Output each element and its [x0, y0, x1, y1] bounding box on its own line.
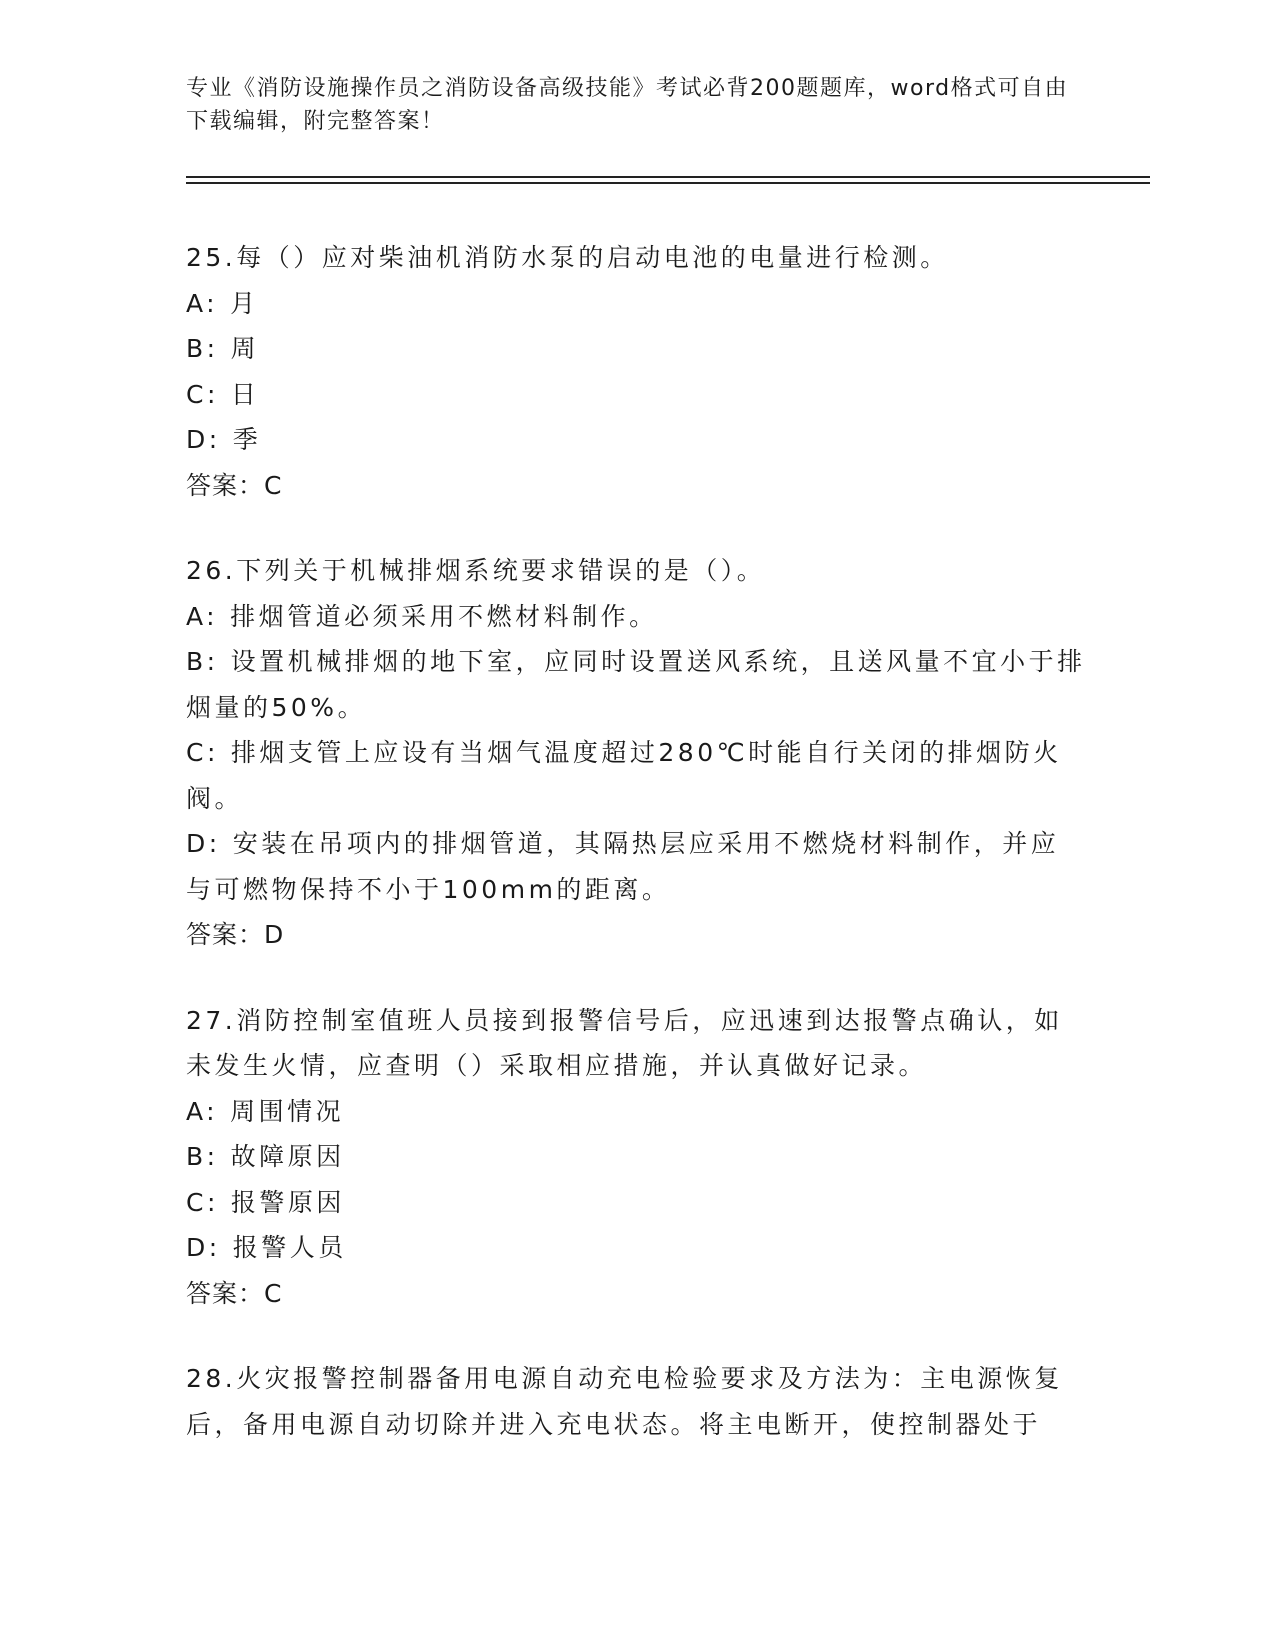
question-stem: 27.消防控制室值班人员接到报警信号后，应迅速到达报警点确认，如未发生火情，应查明（）采取相应措施，并认真做好记录。: [186, 1005, 1063, 1080]
option-key: D:: [186, 829, 221, 858]
question-list: [186, 235, 1086, 1487]
option-text: 季: [232, 425, 262, 454]
option-key: B:: [186, 1142, 219, 1171]
option-c: [186, 730, 1086, 821]
option-b: [186, 639, 1086, 730]
option-key: A:: [186, 288, 219, 318]
answer-line: 答案：D: [186, 920, 285, 949]
option-text: 安装在吊项内的排烟管道，其隔热层应采用不燃烧材料制作，并应与可燃物保持不小于100mm的距离。: [186, 829, 1060, 904]
option-b: [186, 1134, 1086, 1180]
question-stem: 25.每（）应对柴油机消防水泵的启动电池的电量进行检测。: [186, 243, 949, 272]
option-d: [186, 417, 1086, 463]
option-b: [186, 326, 1086, 372]
option-text: 排烟支管上应设有当烟气温度超过280℃时能自行关闭的排烟防火阀。: [186, 738, 1062, 813]
option-c: [186, 1180, 1086, 1226]
answer-line: 答案：C: [186, 1278, 283, 1308]
header-rule-top: [186, 176, 1150, 178]
option-key: B:: [186, 334, 219, 363]
option-key: C:: [186, 1187, 219, 1217]
question-stem: 26.下列关于机械排烟系统要求错误的是（）。: [186, 556, 766, 585]
option-text: 设置机械排烟的地下室，应同时设置送风系统，且送风量不宜小于排烟量的50%。: [186, 647, 1086, 722]
option-a: [186, 281, 1086, 327]
header-rule-bottom: [186, 182, 1150, 184]
option-text: 排烟管道必须采用不燃材料制作。: [230, 601, 658, 631]
option-c: [186, 372, 1086, 418]
option-key: D:: [186, 425, 221, 454]
option-a: [186, 594, 1086, 640]
option-key: A:: [186, 601, 219, 631]
option-text: 月: [230, 288, 259, 318]
option-key: D:: [186, 1233, 221, 1262]
question-stem: 28.火灾报警控制器备用电源自动充电检验要求及方法为：主电源恢复后，备用电源自动切除并进入充电状态。将主电断开，使控制器处于: [186, 1364, 1063, 1439]
option-text: 报警原因: [230, 1187, 345, 1217]
question-27: [186, 998, 1086, 1317]
option-d: [186, 1225, 1086, 1271]
question-25: [186, 235, 1086, 508]
option-key: A:: [186, 1096, 219, 1126]
question-28: [186, 1356, 1086, 1447]
answer-line: 答案：C: [186, 470, 283, 500]
option-d: [186, 821, 1086, 912]
option-text: 周: [230, 334, 260, 363]
option-text: 周围情况: [230, 1096, 345, 1126]
option-key: C:: [186, 379, 219, 409]
document-header: 专业《消防设施操作员之消防设备高级技能》考试必背200题题库，word格式可自由下载编辑，附完整答案！: [186, 76, 1069, 134]
option-text: 报警人员: [232, 1233, 347, 1262]
option-key: C:: [186, 738, 219, 767]
option-key: B:: [186, 647, 219, 676]
option-text: 日: [230, 379, 260, 409]
question-26: [186, 548, 1086, 958]
option-a: [186, 1089, 1086, 1135]
option-text: 故障原因: [230, 1142, 345, 1171]
